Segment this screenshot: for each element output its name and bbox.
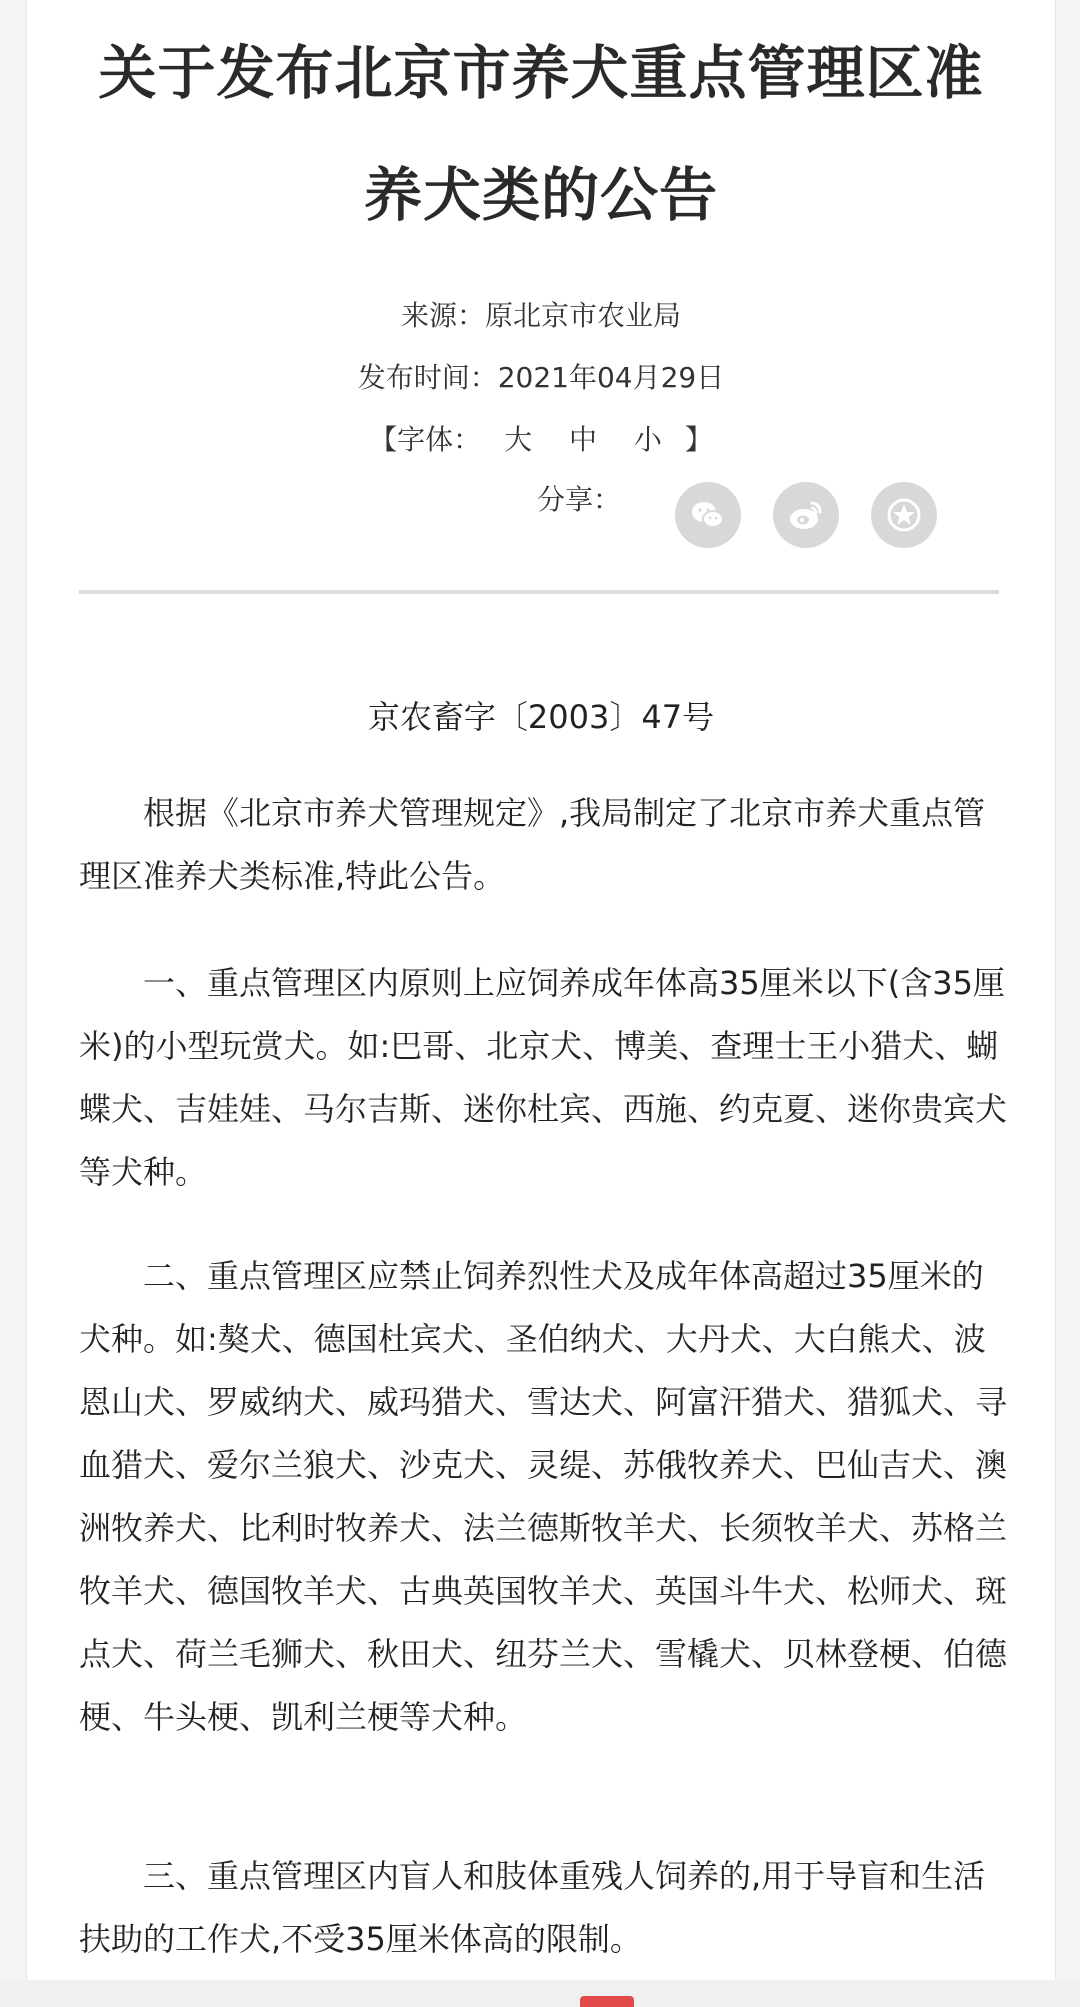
article-title-line-2: 养犬类的公告 xyxy=(363,161,718,229)
paragraph-item-2: 二、重点管理区应禁止饲养烈性犬及成年体高超过35厘米的犬种。如:獒犬、德国杜宾犬、圣伯纳犬、大丹犬、大白熊犬、波恩山犬、罗威纳犬、威玛猎犬、雪达犬、阿富汗猎犬、猎狐犬、寻血猎犬、爱尔兰狼犬、沙克犬、灵缇、苏俄牧养犬、巴仙吉犬、澳洲牧养犬、比利时牧养犬、法兰德斯牧羊犬、长须牧羊犬、苏格兰牧羊犬、德国牧羊犬、古典英国牧羊犬、英国斗牛犬、松师犬、斑点犬、荷兰毛狮犬、秋田犬、纽芬兰犬、雪橇犬、贝林登梗、伯德梗、牛头梗、凯利兰梗等犬种。 xyxy=(79,1257,1008,1736)
document-number: 京农畜字〔2003〕47号 xyxy=(367,698,715,736)
header-divider xyxy=(79,590,999,594)
share-weibo-button[interactable] xyxy=(773,482,839,548)
font-size-small-button[interactable]: 小 xyxy=(633,423,662,456)
favorite-star-icon xyxy=(884,495,924,535)
paragraph-intro: 根据《北京市养犬管理规定》,我局制定了北京市养犬重点管理区准养犬类标准,特此公告。 xyxy=(79,794,986,895)
font-size-large-button[interactable]: 大 xyxy=(504,423,533,456)
paragraph-item-1: 一、重点管理区内原则上应饲养成年体高35厘米以下(含35厘米)的小型玩赏犬。如:巴哥、北京犬、博美、查理士王小猎犬、蝴蝶犬、吉娃娃、马尔吉斯、迷你杜宾、西施、约克夏、迷你贵宾犬等犬种。 xyxy=(79,964,1008,1191)
share-label: 分享： xyxy=(537,483,622,516)
article-page xyxy=(26,0,1056,1980)
font-size-label: 【字体： xyxy=(369,423,482,456)
font-size-medium-button[interactable]: 中 xyxy=(568,423,597,456)
wechat-icon xyxy=(688,495,728,535)
share-favorite-button[interactable] xyxy=(871,482,937,548)
paragraph-item-3: 三、重点管理区内盲人和肢体重残人饲养的,用于导盲和生活扶助的工作犬,不受35厘米体高的限制。 xyxy=(79,1857,986,1958)
bottom-toolbar-edge xyxy=(0,1980,1080,2007)
article-title-line-1: 关于发布北京市养犬重点管理区准 xyxy=(98,39,984,107)
font-size-selector xyxy=(27,418,1055,458)
share-wechat-button[interactable] xyxy=(675,482,741,548)
font-size-close-bracket: 】 xyxy=(684,423,713,456)
article-source: 来源：原北京市农业局 xyxy=(400,299,681,332)
bottom-red-tab[interactable] xyxy=(580,1996,634,2007)
weibo-icon xyxy=(786,495,826,535)
publish-time: 发布时间：2021年04月29日 xyxy=(357,361,725,394)
